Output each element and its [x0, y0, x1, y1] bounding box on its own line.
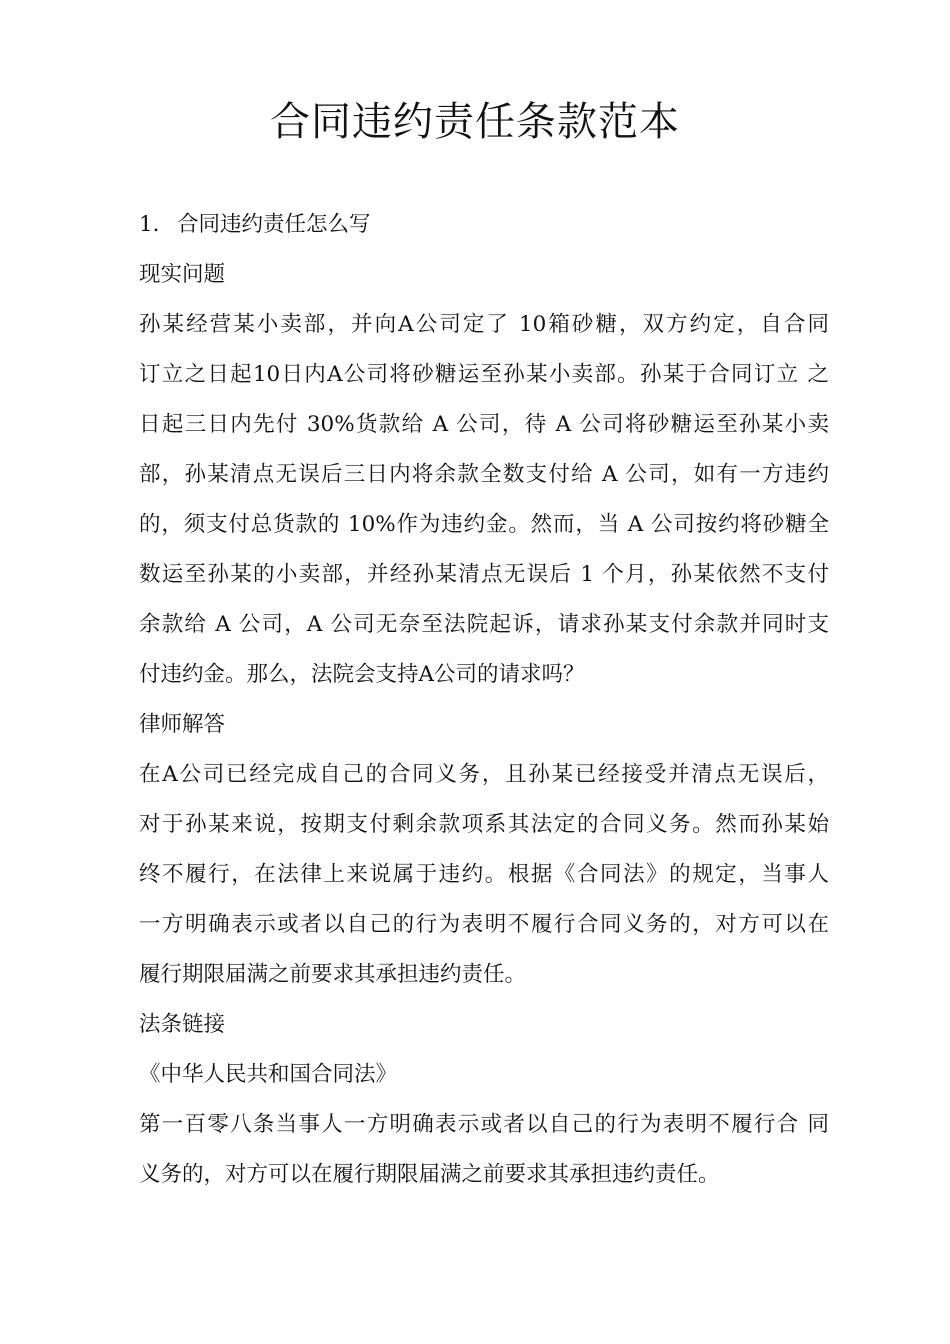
question-line: 数运至孙某的小卖部，并经孙某清点无误后 1 个月，孙某依然不支付 [139, 562, 829, 587]
law-line: 义务的，对方可以在履行期限届满之前要求其承担违约责任。 [139, 1162, 720, 1187]
law-title: 《中华人民共和国合同法》 [139, 1062, 398, 1087]
answer-paragraph [139, 750, 829, 1000]
question-paragraph [139, 300, 829, 700]
question-label: 现实问题 [139, 262, 226, 287]
law-line: 第一百零八条当事人一方明确表示或者以自己的行为表明不履行合 同 [139, 1112, 829, 1137]
answer-line: 在A公司已经完成自己的合同义务，且孙某已经接受并清点无误后， [139, 762, 829, 787]
document-title: 合同违约责任条款范本 [270, 99, 680, 145]
answer-line: 履行期限届满之前要求其承担违约责任。 [139, 962, 527, 987]
question-line: 日起三日内先付 30%货款给 A 公司，待 A 公司将砂糖运至孙某小卖 [139, 412, 829, 437]
section-heading [139, 200, 829, 250]
document-body [139, 200, 829, 1200]
section-number: 1. [139, 212, 160, 237]
question-line: 订立之日起10日内A公司将砂糖运至孙某小卖部。孙某于合同订立 之 [139, 362, 829, 387]
question-line: 的，须支付总货款的 10%作为违约金。然而，当 A 公司按约将砂糖全 [139, 512, 829, 537]
law-paragraph [139, 1100, 829, 1200]
question-line: 余款给 A 公司，A 公司无奈至法院起诉，请求孙某支付余款并同时支 [139, 612, 829, 637]
answer-line: 终不履行，在法律上来说属于违约。根据《合同法》的规定，当事人 [139, 862, 829, 887]
law-label: 法条链接 [139, 1012, 226, 1037]
question-line: 部，孙某清点无误后三日内将余款全数支付给 A 公司，如有一方违约 [139, 462, 829, 487]
answer-line: 对于孙某来说，按期支付剩余款项系其法定的合同义务。然而孙某始 [139, 812, 829, 837]
question-line: 付违约金。那么，法院会支持A公司的请求吗？ [139, 662, 585, 687]
answer-line: 一方明确表示或者以自己的行为表明不履行合同义务的，对方可以在 [139, 912, 829, 937]
section-heading-text: 合同违约责任怎么写 [177, 212, 371, 237]
answer-label: 律师解答 [139, 712, 226, 737]
question-line: 孙某经营某小卖部，并向A公司定了 10箱砂糖，双方约定，自合同 [139, 312, 829, 337]
